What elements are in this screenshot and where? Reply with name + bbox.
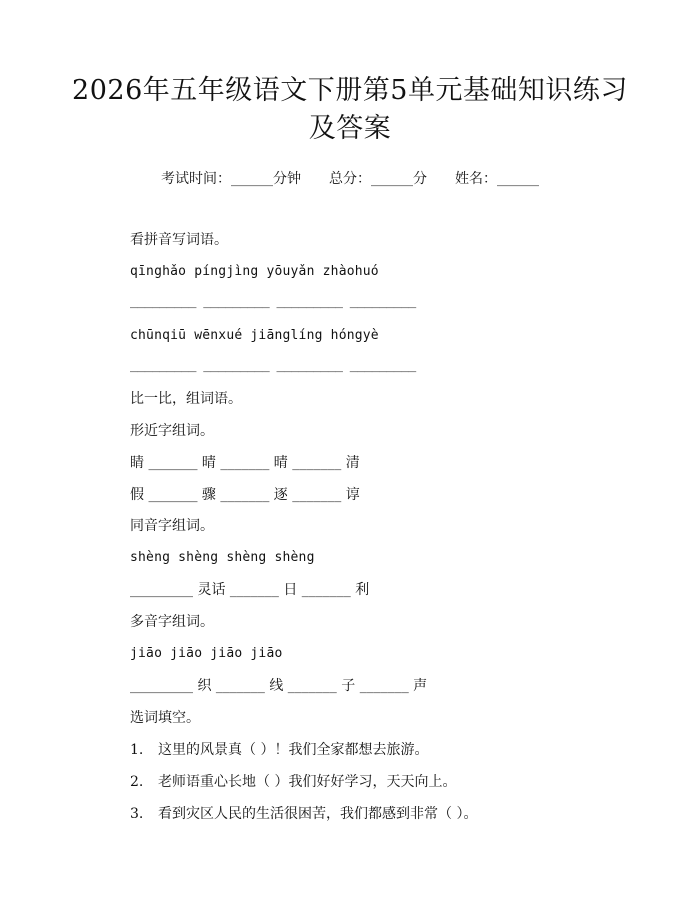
item-text: 老师语重心长地（ ）我们好好学习，天天向上。 [158,774,457,790]
subheading-homophones: 同音字组词。 [130,518,214,534]
similar-characters-line-2: 假 _______ 骤 _______ 逐 _______ 谆 [130,487,360,503]
answer-blanks-1: _________ _________ _________ _________ [130,294,416,309]
exam-time-field: 考试时间：______分钟 [161,171,301,187]
fill-in-item-1 [130,741,428,759]
similar-characters-line-1: 睛 _______ 晴 _______ 晴 _______ 清 [130,455,360,471]
answer-blanks-2: _________ _________ _________ _________ [130,358,416,373]
pinyin-line-1: qīnghǎo píngjìng yōuyǎn zhàohuó [130,264,379,279]
subheading-similar-characters: 形近字组词。 [130,423,214,439]
item-text: 看到灾区人民的生活很困苦，我们都感到非常（ ）。 [158,806,478,822]
polyphones-pinyin: jiāo jiāo jiāo jiāo [130,646,283,661]
polyphones-line: _________ 织 _______ 线 _______ 子 _______ 声 [130,678,428,694]
section-heading-fill-in: 选词填空。 [130,710,200,726]
homophones-line: _________ 灵话 _______ 日 _______ 利 [130,582,370,598]
section-heading-pinyin: 看拼音写词语。 [130,232,228,248]
item-number: 2. [130,774,144,790]
item-number: 3. [130,806,144,822]
document-title: 2026年五年级语文下册第5单元基础知识练习及答案 [72,75,628,144]
item-text: 这里的风景真（ ）！我们全家都想去旅游。 [158,742,429,758]
item-number: 1. [130,742,144,758]
pinyin-line-2: chūnqiū wēnxué jiānglíng hóngyè [130,328,379,343]
name-field: 姓名：______ [455,171,539,187]
fill-in-item-2 [130,773,456,791]
section-heading-compare: 比一比，组词语。 [130,391,242,407]
total-score-field: 总分：______分 [329,171,427,187]
subheading-polyphones: 多音字组词。 [130,614,214,630]
homophones-pinyin: shèng shèng shèng shèng [130,550,315,565]
exam-info [0,168,700,188]
fill-in-item-3 [130,805,477,823]
